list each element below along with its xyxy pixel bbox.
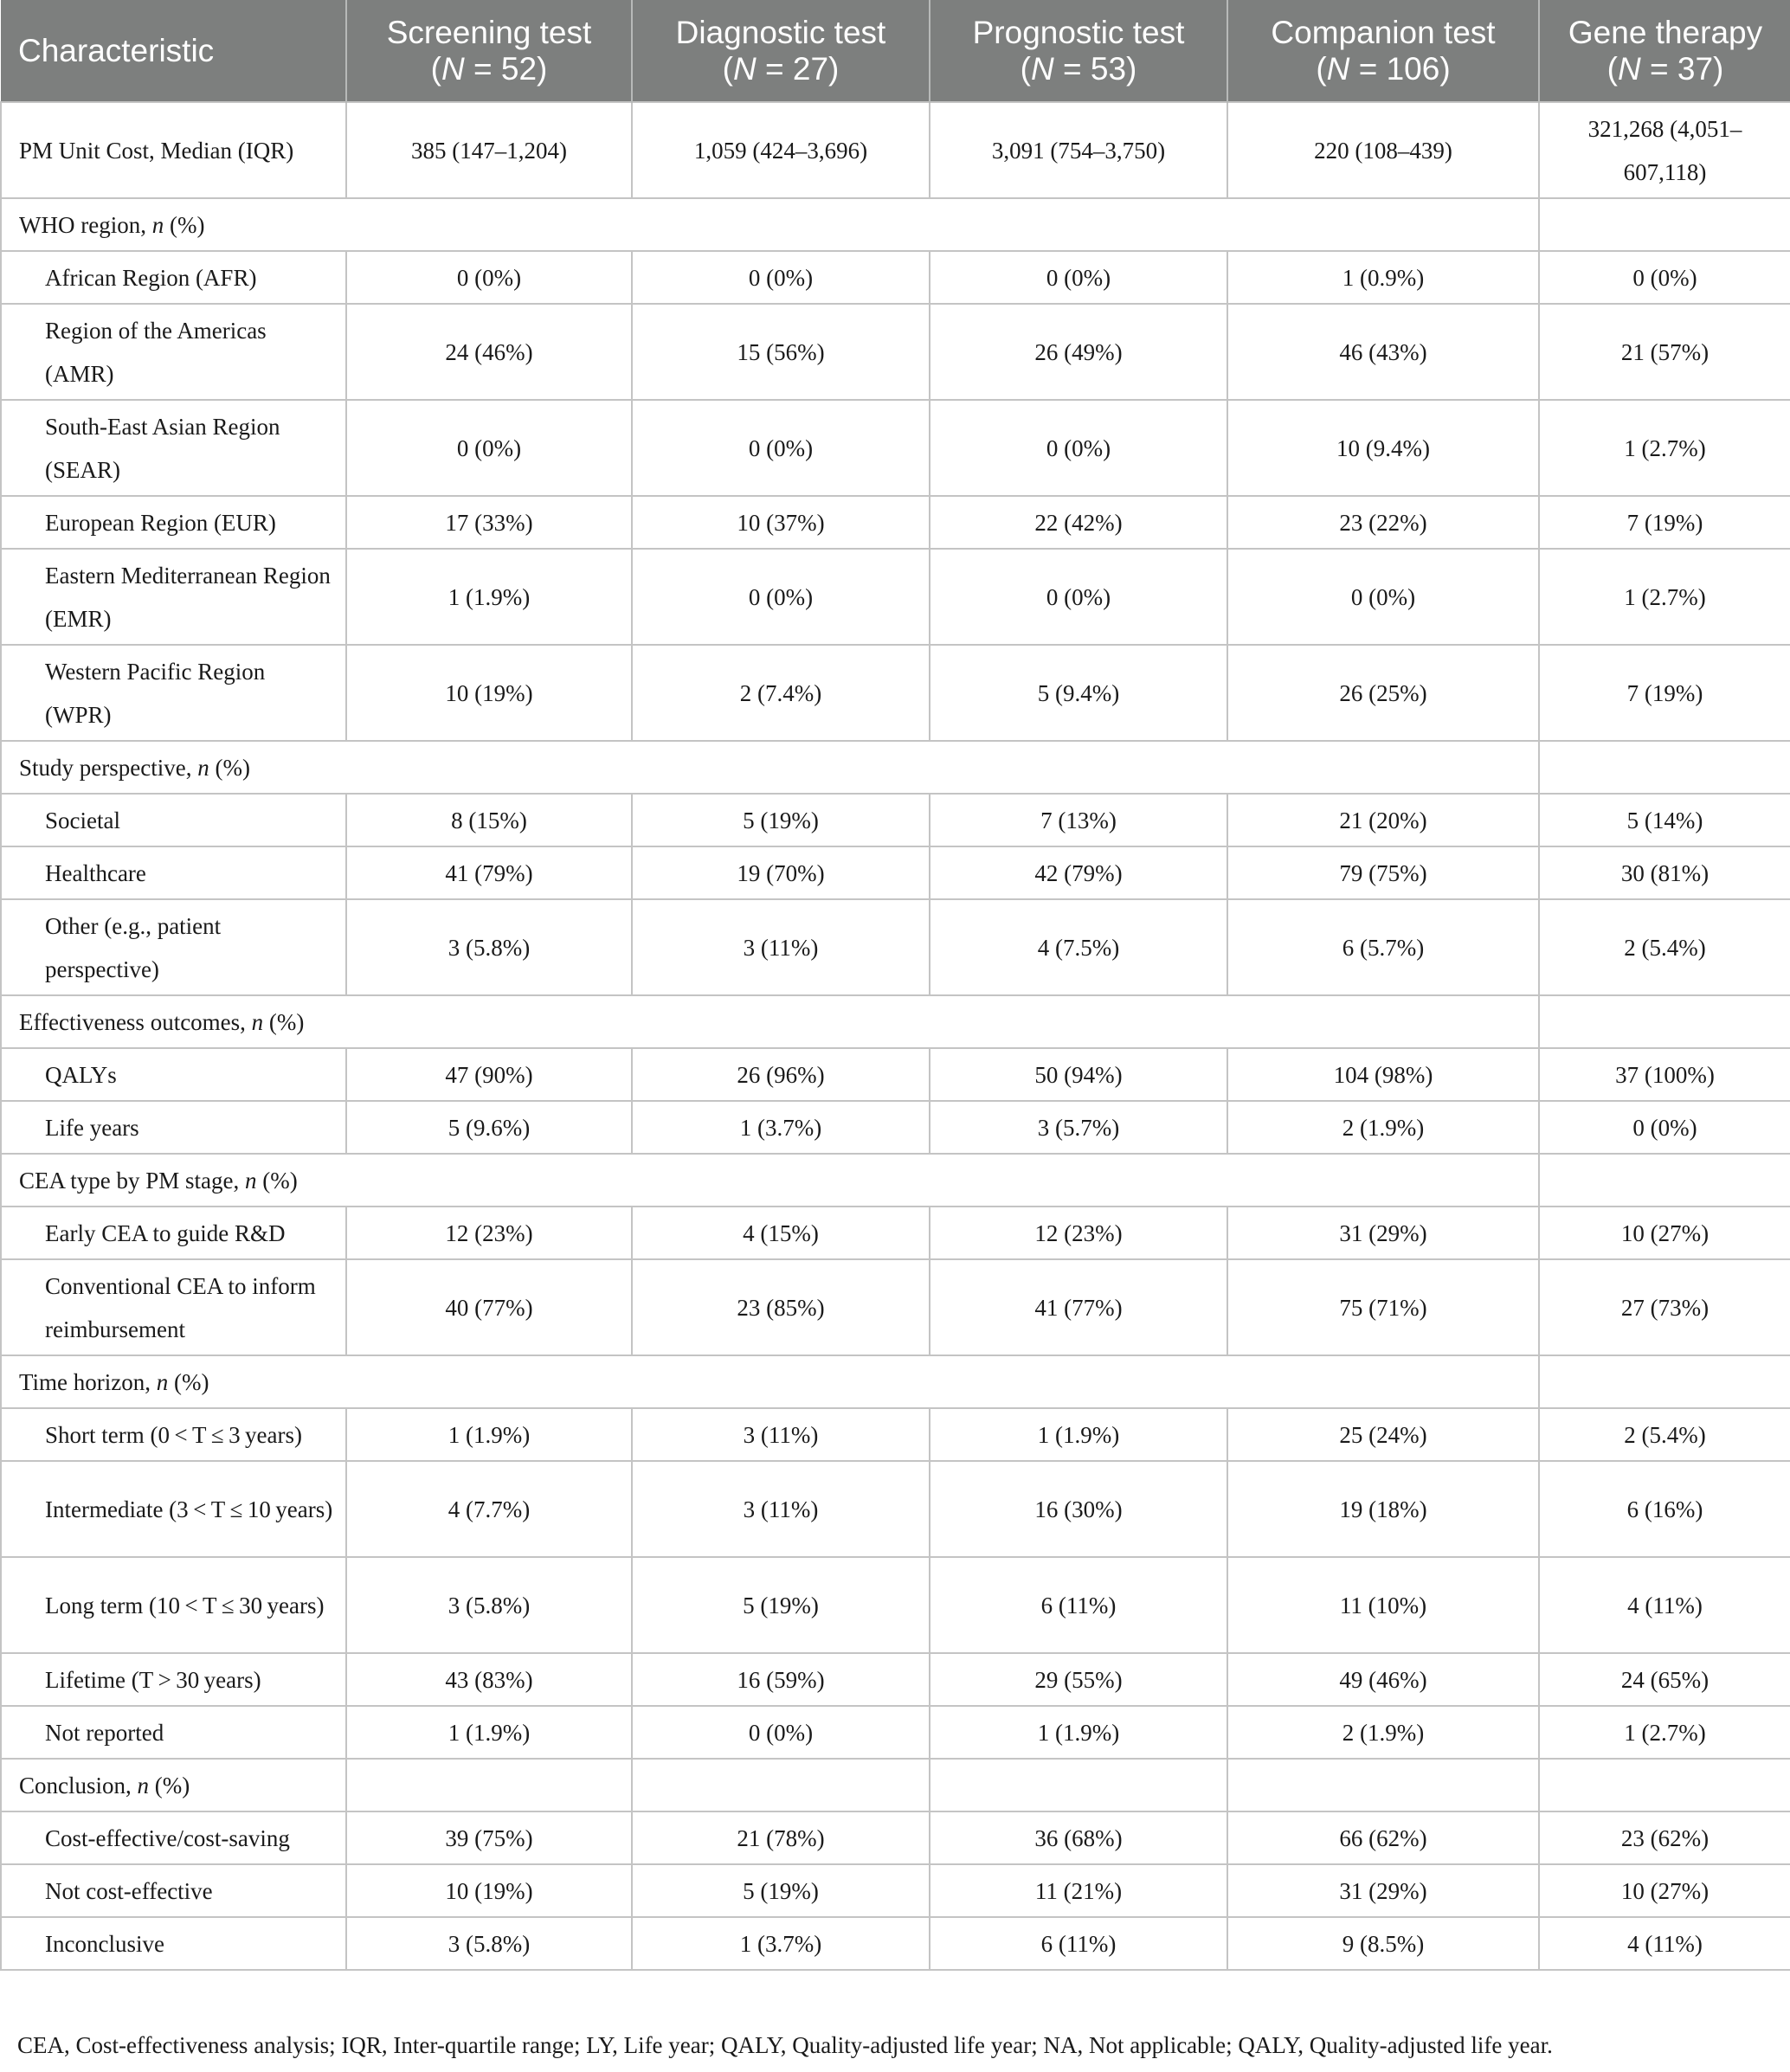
section-row-time-horizon — [1, 1355, 1790, 1408]
cell: 3 (5.8%) — [346, 899, 632, 995]
cell: 6 (11%) — [930, 1917, 1227, 1970]
row-label: Life years — [1, 1101, 346, 1154]
cell: 11 (21%) — [930, 1864, 1227, 1917]
cell: 3 (11%) — [632, 1461, 930, 1557]
cell: 0 (0%) — [930, 400, 1227, 496]
cell: 4 (11%) — [1539, 1917, 1790, 1970]
cell: 27 (73%) — [1539, 1259, 1790, 1355]
cell: 26 (96%) — [632, 1048, 930, 1101]
empty-cell — [346, 1759, 632, 1811]
section-title: WHO region, n (%) — [1, 198, 1539, 251]
cell: 79 (75%) — [1227, 846, 1539, 899]
cell: 2 (5.4%) — [1539, 899, 1790, 995]
cell: 7 (19%) — [1539, 645, 1790, 741]
cell: 3,091 (754–3,750) — [930, 102, 1227, 198]
row-label: Region of the Americas (AMR) — [1, 304, 346, 400]
empty-cell — [1539, 1154, 1790, 1207]
section-title: Study perspective, n (%) — [1, 741, 1539, 794]
section-title: CEA type by PM stage, n (%) — [1, 1154, 1539, 1207]
cell: 0 (0%) — [1539, 251, 1790, 304]
cell: 23 (85%) — [632, 1259, 930, 1355]
cell: 41 (77%) — [930, 1259, 1227, 1355]
empty-cell — [1227, 1759, 1539, 1811]
cell: 6 (5.7%) — [1227, 899, 1539, 995]
cell: 10 (27%) — [1539, 1864, 1790, 1917]
cell: 5 (9.6%) — [346, 1101, 632, 1154]
cell: 12 (23%) — [930, 1207, 1227, 1259]
empty-cell — [1539, 741, 1790, 794]
cell: 0 (0%) — [632, 251, 930, 304]
table-row — [1, 304, 1790, 400]
empty-cell — [632, 1759, 930, 1811]
table-row — [1, 1461, 1790, 1557]
cell: 2 (1.9%) — [1227, 1101, 1539, 1154]
table-footnote: CEA, Cost-effectiveness analysis; IQR, Inter-quartile range; LY, Life year; QALY, Quality-adjusted life year; NA, Not applicable; QALY, Quality-adjusted life year. — [17, 2032, 1553, 2058]
cell: 1 (1.9%) — [930, 1408, 1227, 1461]
empty-cell — [1539, 1759, 1790, 1811]
cell: 0 (0%) — [346, 400, 632, 496]
empty-cell — [1539, 198, 1790, 251]
cell: 23 (22%) — [1227, 496, 1539, 549]
cell: 321,268 (4,051–607,118) — [1539, 102, 1790, 198]
section-row-study-perspective — [1, 741, 1790, 794]
row-label: QALYs — [1, 1048, 346, 1101]
cell: 7 (13%) — [930, 794, 1227, 846]
cell: 4 (7.7%) — [346, 1461, 632, 1557]
section-row-effectiveness — [1, 995, 1790, 1048]
table-row — [1, 1864, 1790, 1917]
row-label: Intermediate (3 < T ≤ 10 years) — [1, 1461, 346, 1557]
section-title: Time horizon, n (%) — [1, 1355, 1539, 1408]
cell: 3 (5.8%) — [346, 1917, 632, 1970]
cell: 17 (33%) — [346, 496, 632, 549]
cell: 0 (0%) — [1227, 549, 1539, 645]
cell: 22 (42%) — [930, 496, 1227, 549]
cell: 4 (7.5%) — [930, 899, 1227, 995]
section-title: Conclusion, n (%) — [1, 1759, 346, 1811]
cell: 24 (65%) — [1539, 1653, 1790, 1706]
cell: 8 (15%) — [346, 794, 632, 846]
cell: 1 (2.7%) — [1539, 1706, 1790, 1759]
cell: 1 (0.9%) — [1227, 251, 1539, 304]
row-label: Early CEA to guide R&D — [1, 1207, 346, 1259]
cell: 50 (94%) — [930, 1048, 1227, 1101]
table-row — [1, 1706, 1790, 1759]
cell: 1 (3.7%) — [632, 1101, 930, 1154]
cell: 0 (0%) — [930, 251, 1227, 304]
header-diagnostic-test: Diagnostic test (N = 27) — [632, 0, 930, 102]
table-row — [1, 102, 1790, 198]
cell: 36 (68%) — [930, 1811, 1227, 1864]
table-row — [1, 1207, 1790, 1259]
table-row — [1, 1557, 1790, 1653]
table-row — [1, 1408, 1790, 1461]
cell: 2 (5.4%) — [1539, 1408, 1790, 1461]
cell: 9 (8.5%) — [1227, 1917, 1539, 1970]
cell: 49 (46%) — [1227, 1653, 1539, 1706]
cell: 19 (70%) — [632, 846, 930, 899]
cell: 42 (79%) — [930, 846, 1227, 899]
cell: 0 (0%) — [632, 400, 930, 496]
cell: 23 (62%) — [1539, 1811, 1790, 1864]
header-prognostic-test: Prognostic test (N = 53) — [930, 0, 1227, 102]
header-screening-test: Screening test (N = 52) — [346, 0, 632, 102]
row-label: Long term (10 < T ≤ 30 years) — [1, 1557, 346, 1653]
cell: 220 (108–439) — [1227, 102, 1539, 198]
cell: 0 (0%) — [632, 549, 930, 645]
table-row — [1, 549, 1790, 645]
table-row — [1, 251, 1790, 304]
cell: 5 (19%) — [632, 794, 930, 846]
cell: 21 (78%) — [632, 1811, 930, 1864]
cell: 5 (9.4%) — [930, 645, 1227, 741]
cell: 39 (75%) — [346, 1811, 632, 1864]
cell: 21 (20%) — [1227, 794, 1539, 846]
cell: 0 (0%) — [346, 251, 632, 304]
row-label: Inconclusive — [1, 1917, 346, 1970]
cell: 26 (25%) — [1227, 645, 1539, 741]
row-label: Cost-effective/cost-saving — [1, 1811, 346, 1864]
table-row — [1, 1259, 1790, 1355]
cell: 16 (59%) — [632, 1653, 930, 1706]
row-label: South-East Asian Region (SEAR) — [1, 400, 346, 496]
cell: 4 (15%) — [632, 1207, 930, 1259]
cell: 1,059 (424–3,696) — [632, 102, 930, 198]
row-label: Societal — [1, 794, 346, 846]
cell: 10 (9.4%) — [1227, 400, 1539, 496]
cell: 1 (2.7%) — [1539, 400, 1790, 496]
row-label: Not reported — [1, 1706, 346, 1759]
table-row — [1, 1653, 1790, 1706]
cell: 37 (100%) — [1539, 1048, 1790, 1101]
cell: 7 (19%) — [1539, 496, 1790, 549]
cell: 1 (1.9%) — [346, 549, 632, 645]
cell: 66 (62%) — [1227, 1811, 1539, 1864]
cell: 0 (0%) — [1539, 1101, 1790, 1154]
row-label: African Region (AFR) — [1, 251, 346, 304]
cell: 15 (56%) — [632, 304, 930, 400]
cell: 24 (46%) — [346, 304, 632, 400]
row-label: Western Pacific Region (WPR) — [1, 645, 346, 741]
cell: 6 (11%) — [930, 1557, 1227, 1653]
table-row — [1, 899, 1790, 995]
cell: 5 (19%) — [632, 1557, 930, 1653]
table-row — [1, 1101, 1790, 1154]
header-gene-therapy: Gene therapy (N = 37) — [1539, 0, 1790, 102]
cell: 5 (14%) — [1539, 794, 1790, 846]
row-label: Not cost-effective — [1, 1864, 346, 1917]
row-label: Healthcare — [1, 846, 346, 899]
cell: 40 (77%) — [346, 1259, 632, 1355]
section-row-who-region — [1, 198, 1790, 251]
table-row — [1, 1917, 1790, 1970]
row-label: Short term (0 < T ≤ 3 years) — [1, 1408, 346, 1461]
row-label: European Region (EUR) — [1, 496, 346, 549]
cell: 47 (90%) — [346, 1048, 632, 1101]
cell: 3 (5.7%) — [930, 1101, 1227, 1154]
cell: 10 (27%) — [1539, 1207, 1790, 1259]
cell: 75 (71%) — [1227, 1259, 1539, 1355]
cell: 3 (11%) — [632, 1408, 930, 1461]
cell: 5 (19%) — [632, 1864, 930, 1917]
row-label: PM Unit Cost, Median (IQR) — [1, 102, 346, 198]
cell: 46 (43%) — [1227, 304, 1539, 400]
table-row — [1, 1048, 1790, 1101]
cell: 41 (79%) — [346, 846, 632, 899]
cell: 1 (3.7%) — [632, 1917, 930, 1970]
cell: 2 (1.9%) — [1227, 1706, 1539, 1759]
table-row — [1, 400, 1790, 496]
cell: 10 (19%) — [346, 645, 632, 741]
empty-cell — [1539, 1355, 1790, 1408]
cell: 104 (98%) — [1227, 1048, 1539, 1101]
cell: 0 (0%) — [632, 1706, 930, 1759]
table-row — [1, 846, 1790, 899]
table-row — [1, 794, 1790, 846]
empty-cell — [1539, 995, 1790, 1048]
row-label: Lifetime (T > 30 years) — [1, 1653, 346, 1706]
cell: 4 (11%) — [1539, 1557, 1790, 1653]
section-title: Effectiveness outcomes, n (%) — [1, 995, 1539, 1048]
cell: 1 (1.9%) — [346, 1706, 632, 1759]
header-row — [1, 0, 1790, 102]
row-label: Eastern Mediterranean Region (EMR) — [1, 549, 346, 645]
cell: 10 (19%) — [346, 1864, 632, 1917]
cell: 12 (23%) — [346, 1207, 632, 1259]
cell: 385 (147–1,204) — [346, 102, 632, 198]
row-label: Conventional CEA to inform reimbursement — [1, 1259, 346, 1355]
cell: 26 (49%) — [930, 304, 1227, 400]
table-row — [1, 645, 1790, 741]
cell: 29 (55%) — [930, 1653, 1227, 1706]
header-characteristic: Characteristic — [1, 0, 346, 102]
cell: 2 (7.4%) — [632, 645, 930, 741]
row-label: Other (e.g., patient perspective) — [1, 899, 346, 995]
cell: 1 (1.9%) — [930, 1706, 1227, 1759]
cell: 21 (57%) — [1539, 304, 1790, 400]
cell: 1 (1.9%) — [346, 1408, 632, 1461]
header-companion-test: Companion test (N = 106) — [1227, 0, 1539, 102]
cell: 1 (2.7%) — [1539, 549, 1790, 645]
cell: 43 (83%) — [346, 1653, 632, 1706]
section-row-cea-type — [1, 1154, 1790, 1207]
cell: 10 (37%) — [632, 496, 930, 549]
cell: 11 (10%) — [1227, 1557, 1539, 1653]
table-row — [1, 1811, 1790, 1864]
cell: 19 (18%) — [1227, 1461, 1539, 1557]
cell: 0 (0%) — [930, 549, 1227, 645]
cell: 31 (29%) — [1227, 1864, 1539, 1917]
cell: 30 (81%) — [1539, 846, 1790, 899]
cell: 6 (16%) — [1539, 1461, 1790, 1557]
cell: 3 (11%) — [632, 899, 930, 995]
empty-cell — [930, 1759, 1227, 1811]
section-row-conclusion — [1, 1759, 1790, 1811]
cell: 25 (24%) — [1227, 1408, 1539, 1461]
cell: 3 (5.8%) — [346, 1557, 632, 1653]
cell: 31 (29%) — [1227, 1207, 1539, 1259]
cell: 16 (30%) — [930, 1461, 1227, 1557]
table-row — [1, 496, 1790, 549]
